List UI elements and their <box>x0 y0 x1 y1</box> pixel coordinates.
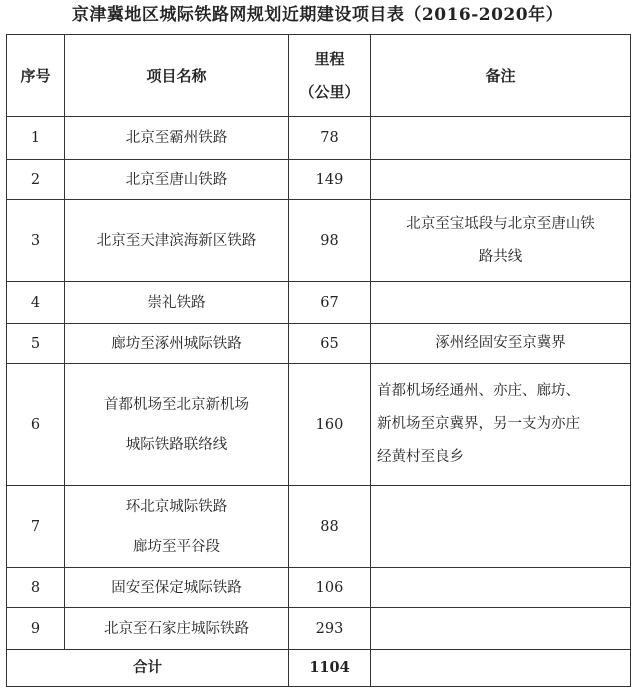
row-note <box>371 486 631 568</box>
row-length: 160 <box>289 364 371 486</box>
total-label: 合计 <box>7 650 289 687</box>
table-row <box>7 364 631 486</box>
row-length: 78 <box>289 117 371 160</box>
row-index: 4 <box>7 282 65 324</box>
header-length <box>289 35 371 117</box>
project-name-line: 廊坊至平谷段 <box>133 538 220 555</box>
header-length-line2: （公里） <box>299 82 360 101</box>
total-note <box>371 650 631 687</box>
row-length: 106 <box>289 568 371 608</box>
row-project-name <box>65 282 289 324</box>
row-length: 149 <box>289 160 371 200</box>
row-index: 6 <box>7 364 65 486</box>
note-line: 首都机场经通州、亦庄、廊坊、 <box>377 383 580 399</box>
table-row <box>7 117 631 160</box>
project-name-line: 廊坊至涿州城际铁路 <box>111 335 242 352</box>
row-index: 1 <box>7 117 65 160</box>
row-project-name <box>65 160 289 200</box>
header-length-line1: 里程 <box>314 49 345 68</box>
row-note <box>371 568 631 608</box>
row-project-name <box>65 486 289 568</box>
table-title: 京津冀地区城际铁路网规划近期建设项目表（2016-2020年） <box>71 5 564 25</box>
row-note <box>371 608 631 650</box>
row-length: 293 <box>289 608 371 650</box>
table-row <box>7 282 631 324</box>
header-note: 备注 <box>371 35 631 117</box>
row-note <box>371 364 631 486</box>
project-name-line: 固安至保定城际铁路 <box>111 579 242 596</box>
note-line: 路共线 <box>478 248 523 265</box>
note-line: 涿州经固安至京冀界 <box>435 335 566 351</box>
header-row <box>7 35 631 117</box>
table-row <box>7 324 631 364</box>
project-name-line: 北京至霸州铁路 <box>125 130 228 146</box>
project-name-line: 崇礼铁路 <box>147 294 206 311</box>
table-row <box>7 160 631 200</box>
row-project-name <box>65 117 289 160</box>
total-row <box>7 650 631 687</box>
project-table <box>6 34 631 687</box>
project-name-line: 首都机场至北京新机场 <box>104 396 249 413</box>
row-project-name <box>65 324 289 364</box>
row-note <box>371 200 631 282</box>
row-note <box>371 160 631 200</box>
project-name-line: 北京至唐山铁路 <box>125 171 228 188</box>
total-value: 1104 <box>289 650 371 687</box>
note-line: 经黄村至良乡 <box>377 449 464 465</box>
header-index: 序号 <box>7 35 65 117</box>
row-length: 65 <box>289 324 371 364</box>
note-line: 北京至宝坻段与北京至唐山铁 <box>406 215 595 232</box>
row-project-name <box>65 568 289 608</box>
row-note <box>371 324 631 364</box>
row-index: 9 <box>7 608 65 650</box>
row-note <box>371 117 631 160</box>
row-index: 3 <box>7 200 65 282</box>
table-row <box>7 608 631 650</box>
row-length: 67 <box>289 282 371 324</box>
row-index: 2 <box>7 160 65 200</box>
project-name-line: 城际铁路联络线 <box>125 436 228 453</box>
project-name-line: 环北京城际铁路 <box>125 498 228 515</box>
row-index: 5 <box>7 324 65 364</box>
note-line: 新机场至京冀界，另一支为亦庄 <box>377 416 580 432</box>
project-name-line: 北京至石家庄城际铁路 <box>104 620 249 637</box>
project-name-line: 北京至天津滨海新区铁路 <box>96 232 257 249</box>
table-row <box>7 200 631 282</box>
row-length: 88 <box>289 486 371 568</box>
row-project-name <box>65 608 289 650</box>
row-project-name <box>65 200 289 282</box>
table-row <box>7 486 631 568</box>
table-row <box>7 568 631 608</box>
row-index: 7 <box>7 486 65 568</box>
row-project-name <box>65 364 289 486</box>
row-index: 8 <box>7 568 65 608</box>
header-name: 项目名称 <box>65 35 289 117</box>
row-note <box>371 282 631 324</box>
row-length: 98 <box>289 200 371 282</box>
